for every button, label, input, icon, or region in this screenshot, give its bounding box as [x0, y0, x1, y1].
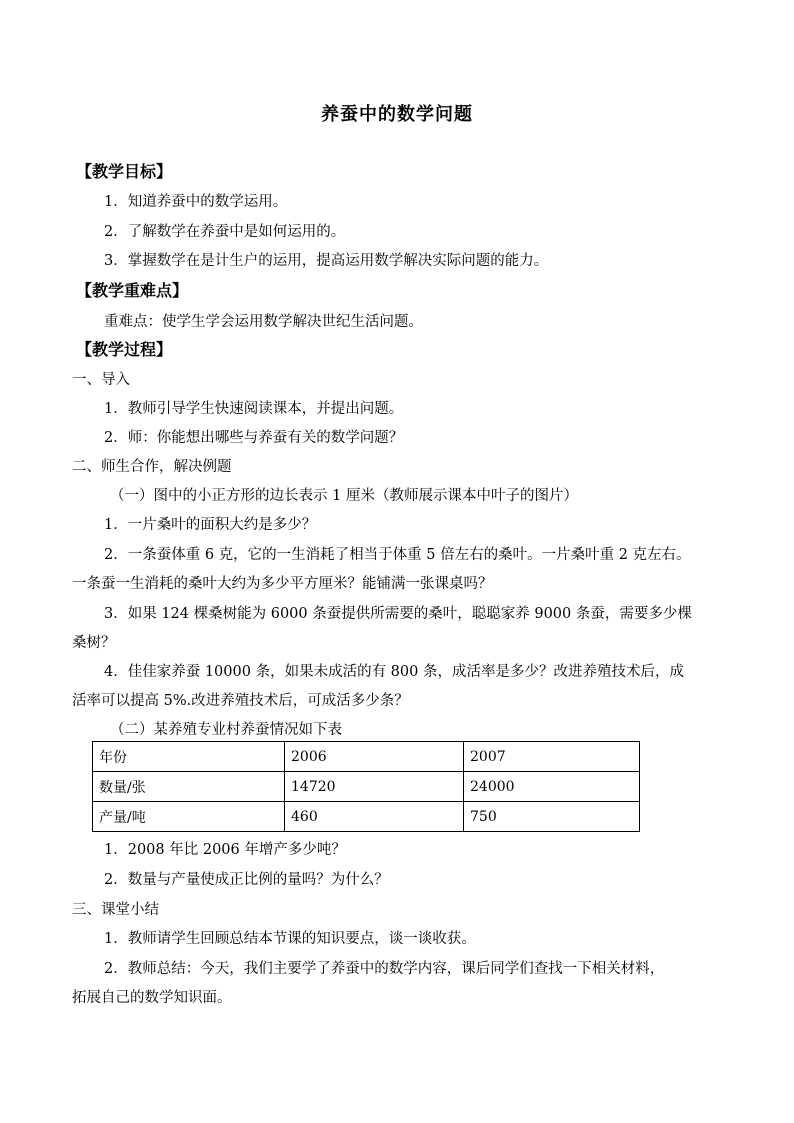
- table-row: [93, 742, 640, 772]
- table-cell: 2007: [464, 742, 640, 772]
- objective-item: 2．了解数学在养蚕中是如何运用的。: [104, 224, 346, 240]
- part2-heading: 二、师生合作，解决例题: [72, 459, 232, 475]
- table-cell: 2006: [285, 742, 464, 772]
- table-cell: 产量/吨: [93, 802, 285, 832]
- table-cell: 460: [285, 802, 464, 832]
- objective-item: 3．掌握数学在是计生户的运用，提高运用数学解决实际问题的能力。: [104, 253, 549, 269]
- part1-heading: 一、导入: [72, 372, 130, 388]
- question-4-line-1: 4．佳佳家养蚕 10000 条，如果未成活的有 800 条，成活率是多少？改进养殖技术后，成: [104, 664, 684, 680]
- table-cell: 24000: [464, 772, 640, 802]
- question-2-line-1: 2．一条蚕体重 6 克，它的一生消耗了相当于体重 5 倍左右的桑叶。一片桑叶重 2 克左右。: [104, 547, 691, 563]
- table-question: 2．数量与产量使成正比例的量吗？为什么？: [104, 872, 389, 888]
- question-2-line-2: 一条蚕一生消耗的桑叶大约为多少平方厘米？能铺满一张课桌吗？: [72, 576, 493, 592]
- table-cell: 年份: [93, 742, 285, 772]
- part3-heading: 三、课堂小结: [72, 902, 159, 918]
- summary-item-2-line-2: 拓展自己的数学知识面。: [72, 990, 232, 1006]
- table-cell: 750: [464, 802, 640, 832]
- question-4-line-2: 活率可以提高 5%.改进养殖技术后，可成活多少条？: [72, 693, 409, 709]
- part2-subsection-1: （一）图中的小正方形的边长表示 1 厘米（教师展示课本中叶子的图片）: [110, 488, 578, 504]
- process-heading: 【教学过程】: [76, 340, 173, 359]
- summary-item-2-line-1: 2．教师总结：今天，我们主要学了养蚕中的数学内容，课后同学们查找一下相关材料，: [104, 961, 665, 977]
- part1-item: 2．师：你能想出哪些与养蚕有关的数学问题？: [104, 430, 404, 446]
- page-title: 养蚕中的数学问题: [321, 104, 473, 125]
- objective-item: 1．知道养蚕中的数学运用。: [104, 194, 288, 210]
- table-cell: 14720: [285, 772, 464, 802]
- key-points-text: 重难点：使学生学会运用数学解决世纪生活问题。: [104, 314, 423, 330]
- table-question: 1．2008 年比 2006 年增产多少吨？: [104, 842, 346, 858]
- table-row: [93, 802, 640, 832]
- question-1: 1．一片桑叶的面积大约是多少？: [104, 517, 317, 533]
- part1-item: 1．教师引导学生快速阅读课本，并提出问题。: [104, 401, 404, 417]
- question-3-line-2: 桑树？: [72, 635, 116, 651]
- table-row: [93, 772, 640, 802]
- sericulture-table: [92, 741, 640, 832]
- objectives-heading: 【教学目标】: [76, 162, 173, 181]
- summary-item-1: 1．教师请学生回顾总结本节课的知识要点，谈一谈收获。: [104, 931, 476, 947]
- question-3-line-1: 3．如果 124 棵桑树能为 6000 条蚕提供所需要的桑叶，聪聪家养 9000 条蚕，需要多少棵: [104, 606, 692, 622]
- table-cell: 数量/张: [93, 772, 285, 802]
- key-points-heading: 【教学重难点】: [76, 281, 189, 300]
- part2-subsection-2: （二）某养殖专业村养蚕情况如下表: [110, 722, 342, 738]
